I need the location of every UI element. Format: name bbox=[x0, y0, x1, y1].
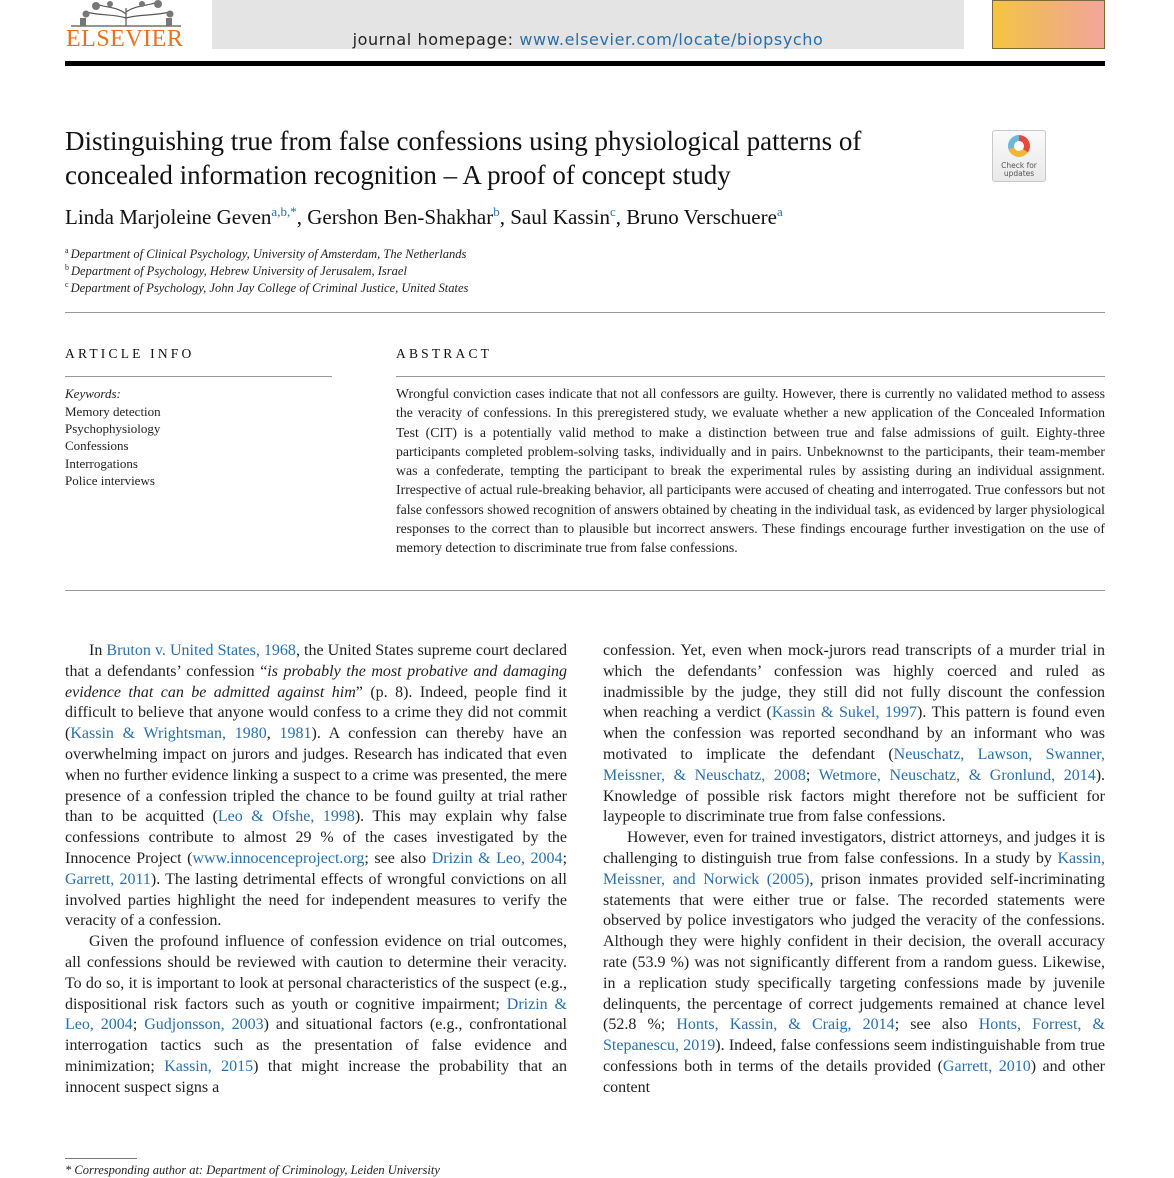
affiliation-line bbox=[65, 280, 468, 297]
citation-link[interactable]: Neuschatz, Lawson, Swanner, Meissner, & Neuschatz, 2008 bbox=[603, 745, 1105, 784]
affiliation-line bbox=[65, 246, 468, 263]
keyword: Police interviews bbox=[65, 472, 155, 488]
citation-link[interactable]: 1981 bbox=[279, 725, 312, 743]
body-column-left bbox=[65, 641, 567, 1099]
body-paragraph: Given the profound influence of confession evidence on trial outcomes, all confessions should be reviewed with caution to determine their veracity. To do so, it is important to look at personal characteristics of the suspect (e.g., dispositional risk factors such as youth or cognitive impairment; Drizin & Leo, 2004; Gudjonsson, 2003) and situational factors (e.g., confrontational interrogation tactics such as the presentation of false evidence and minimization; Kassin, 2015) that might increase the probability that an innocent suspect signs a bbox=[65, 933, 568, 1096]
author-affiliation-mark[interactable]: b bbox=[493, 204, 500, 219]
affiliation-mark: a bbox=[65, 246, 69, 255]
citation-link[interactable]: www.innocenceproject.org bbox=[192, 849, 365, 867]
corresponding-author-footnote: * Corresponding author at: Department of Criminology, Leiden University bbox=[65, 1163, 440, 1177]
journal-homepage bbox=[212, 30, 964, 49]
citation-link[interactable]: Drizin & Leo, 2004 bbox=[431, 849, 563, 867]
divider bbox=[65, 376, 332, 377]
affiliation-mark: c bbox=[65, 280, 69, 289]
citation-link[interactable]: Kassin, Meissner, and Norwick (2005) bbox=[603, 849, 1105, 888]
affiliation-mark: b bbox=[65, 263, 69, 272]
citation-link[interactable]: Kassin, 2015 bbox=[164, 1057, 254, 1075]
quoted-emphasis: is probably the most probative and damaging evidence that can be admitted against him bbox=[65, 662, 567, 701]
citation-link[interactable]: Garrett, 2010 bbox=[942, 1057, 1031, 1075]
citation-link[interactable]: Kassin & Sukel, 1997 bbox=[771, 704, 918, 722]
keyword-list bbox=[65, 403, 161, 489]
publisher-name: ELSEVIER bbox=[66, 26, 184, 52]
citation-link[interactable]: Bruton v. United States, 1968 bbox=[106, 642, 296, 659]
homepage-link[interactable]: www.elsevier.com/locate/biopsycho bbox=[519, 30, 824, 49]
journal-header-band bbox=[212, 0, 964, 49]
article-title: Distinguishing true from false confessions using physiological patterns of concealed information recognition – A proof of concept study bbox=[65, 126, 862, 190]
affiliation-line bbox=[65, 263, 468, 280]
author-affiliation-mark[interactable]: c bbox=[610, 204, 616, 219]
citation-link[interactable]: Garrett, 2011 bbox=[65, 870, 151, 888]
author-name[interactable]: Bruno Verschuere bbox=[626, 205, 777, 229]
keyword: Interrogations bbox=[65, 455, 138, 471]
citation-link[interactable]: Kassin & Wrightsman, 1980 bbox=[70, 725, 267, 743]
elsevier-tree-logo-icon bbox=[66, 0, 186, 28]
footnote-rule bbox=[65, 1158, 137, 1159]
keyword: Confessions bbox=[65, 438, 129, 454]
body-paragraph: confession. Yet, even when mock-jurors read transcripts of a murder trial in which the defendants’ confession was highly coerced and ruled as inadmissible by the judge, they still did not fully discount the confession when reaching a verdict (Kassin & Sukel, 1997). This pattern is found even when the confession was reported secondhand by an informant who was motivated to implicate the defendant (Neuschatz, Lawson, Swanner, Meissner, & Neuschatz, 2008; Wetmore, Neuschatz, & Gronlund, 2014). Knowledge of possible risk factors might therefore not be sufficient for laypeople to discriminate true from false confessions. bbox=[603, 642, 1106, 826]
citation-link[interactable]: Honts, Forrest, & Stepanescu, 2019 bbox=[603, 1016, 1105, 1055]
crossmark-line2: updates bbox=[1003, 169, 1035, 178]
author-name[interactable]: Saul Kassin bbox=[510, 205, 610, 229]
article-info-heading: ARTICLE INFO bbox=[65, 346, 195, 361]
keyword: Memory detection bbox=[65, 404, 161, 419]
author-name[interactable]: Linda Marjoleine Geven bbox=[65, 205, 272, 229]
body-paragraph: However, even for trained investigators, district attorneys, and judges it is challenging to distinguish true from false confessions. In a study by Kassin, Meissner, and Norwick (2005), prison inmates provided self-incriminating statements that were either true or false. The recorded statements were observed by police investigators who judged the veracity of the confessions. Although they were highly confident in their decision, the overall accuracy rate (53.9 %) was not significantly different from a random guess. Likewise, in a replication study specifically targeting confessions made by juvenile delinquents, the percentage of correct judgements remained at chance level (52.8 %; Honts, Kassin, & Craig, 2014; see also Honts, Forrest, & Stepanescu, 2019). Indeed, false confessions seem indistinguishable from true confessions both in terms of the details provided (Garrett, 2010) and other content bbox=[603, 829, 1106, 1096]
abstract-heading: ABSTRACT bbox=[396, 346, 493, 361]
citation-link[interactable]: Drizin & Leo, 2004 bbox=[65, 995, 568, 1034]
body-column-right bbox=[603, 641, 1105, 1099]
author-list: Linda Marjoleine Geven$^{a,b,*}$, Gershon Ben-Shakhar$^b$, Saul Kassin$^c$, Bruno Verschuere$^a$ bbox=[65, 204, 783, 229]
author-name[interactable]: Gershon Ben-Shakhar bbox=[307, 205, 494, 229]
affiliation-text: Department of Psychology, John Jay College of Criminal Justice, United States bbox=[70, 281, 469, 295]
divider bbox=[396, 376, 1105, 377]
author-affiliation-mark[interactable]: a bbox=[776, 204, 783, 219]
crossmark-line1: Check for bbox=[1001, 161, 1037, 170]
homepage-prefix: journal homepage: bbox=[352, 30, 520, 49]
keyword: Psychophysiology bbox=[65, 421, 161, 437]
body-paragraph: In Bruton v. United States, 1968, the United States supreme court declared that a defendants’ confession “is probably the most probative and damaging evidence that can be admitted against him” (p. 8). Indeed, people find it difficult to believe that anyone would confess to a crime they did not commit (Kassin & Wrightsman, 1980, 1981). A confession can thereby have an overwhelming impact on jurors and judges. Research has indicated that even when no further evidence linking a suspect to a crime was presented, the mere presence of a confession tripled the chance to be found guilty at trial rather than to be acquitted (Leo & Ofshe, 1998). This may explain why false confessions contribute to almost 29 % of the cases investigated by the Innocence Project (www.innocenceproject.org; see also Drizin & Leo, 2004; Garrett, 2011). The lasting detrimental effects of wrongful convictions on all involved parties highlight the need for independent measures to verify the veracity of a confession. bbox=[65, 642, 568, 930]
keywords-label: Keywords: bbox=[65, 386, 121, 401]
check-for-updates-badge[interactable] bbox=[992, 130, 1046, 182]
header-rule bbox=[65, 61, 1105, 66]
author-affiliation-mark[interactable]: a,b,* bbox=[271, 204, 297, 219]
journal-cover-thumbnail[interactable] bbox=[992, 0, 1105, 49]
divider bbox=[65, 590, 1105, 591]
citation-link[interactable]: Honts, Kassin, & Craig, 2014 bbox=[676, 1016, 895, 1034]
affiliation-text: Department of Psychology, Hebrew University of Jerusalem, Israel bbox=[71, 264, 407, 278]
abstract-text: Wrongful conviction cases indicate that not all confessors are guilty. However, there is currently no validated method to assess the veracity of confessions. In this preregistered study, we evaluate whether a new application of the Concealed Information Test (CIT) is a potentially valid method to make a distinction between true and false admissions of guilt. Eighty-three participants completed problem-solving tasks, individually and in pairs. Unbeknownst to the participants, their team-member was a confederate, tempting the participant to break the experimental rules by assisting during an individual assignment. Irrespective of actual rule-breaking behavior, all participants were accused of cheating and interrogated. True confessors but not false confessors showed recognition of answers obtained by cheating in the individual task, as evidenced by larger physiological responses to the correct than to plausible but incorrect answers. These findings encourage further investigation on the use of memory detection to discriminate true from false confessions. bbox=[396, 386, 1105, 556]
citation-link[interactable]: Leo & Ofshe, 1998 bbox=[217, 808, 355, 826]
citation-link[interactable]: Wetmore, Neuschatz, & Gronlund, 2014 bbox=[818, 766, 1096, 784]
citation-link[interactable]: Gudjonsson, 2003 bbox=[144, 1016, 264, 1034]
affiliations bbox=[65, 246, 468, 297]
divider bbox=[65, 312, 1105, 313]
affiliation-text: Department of Clinical Psychology, University of Amsterdam, The Netherlands bbox=[70, 247, 467, 261]
